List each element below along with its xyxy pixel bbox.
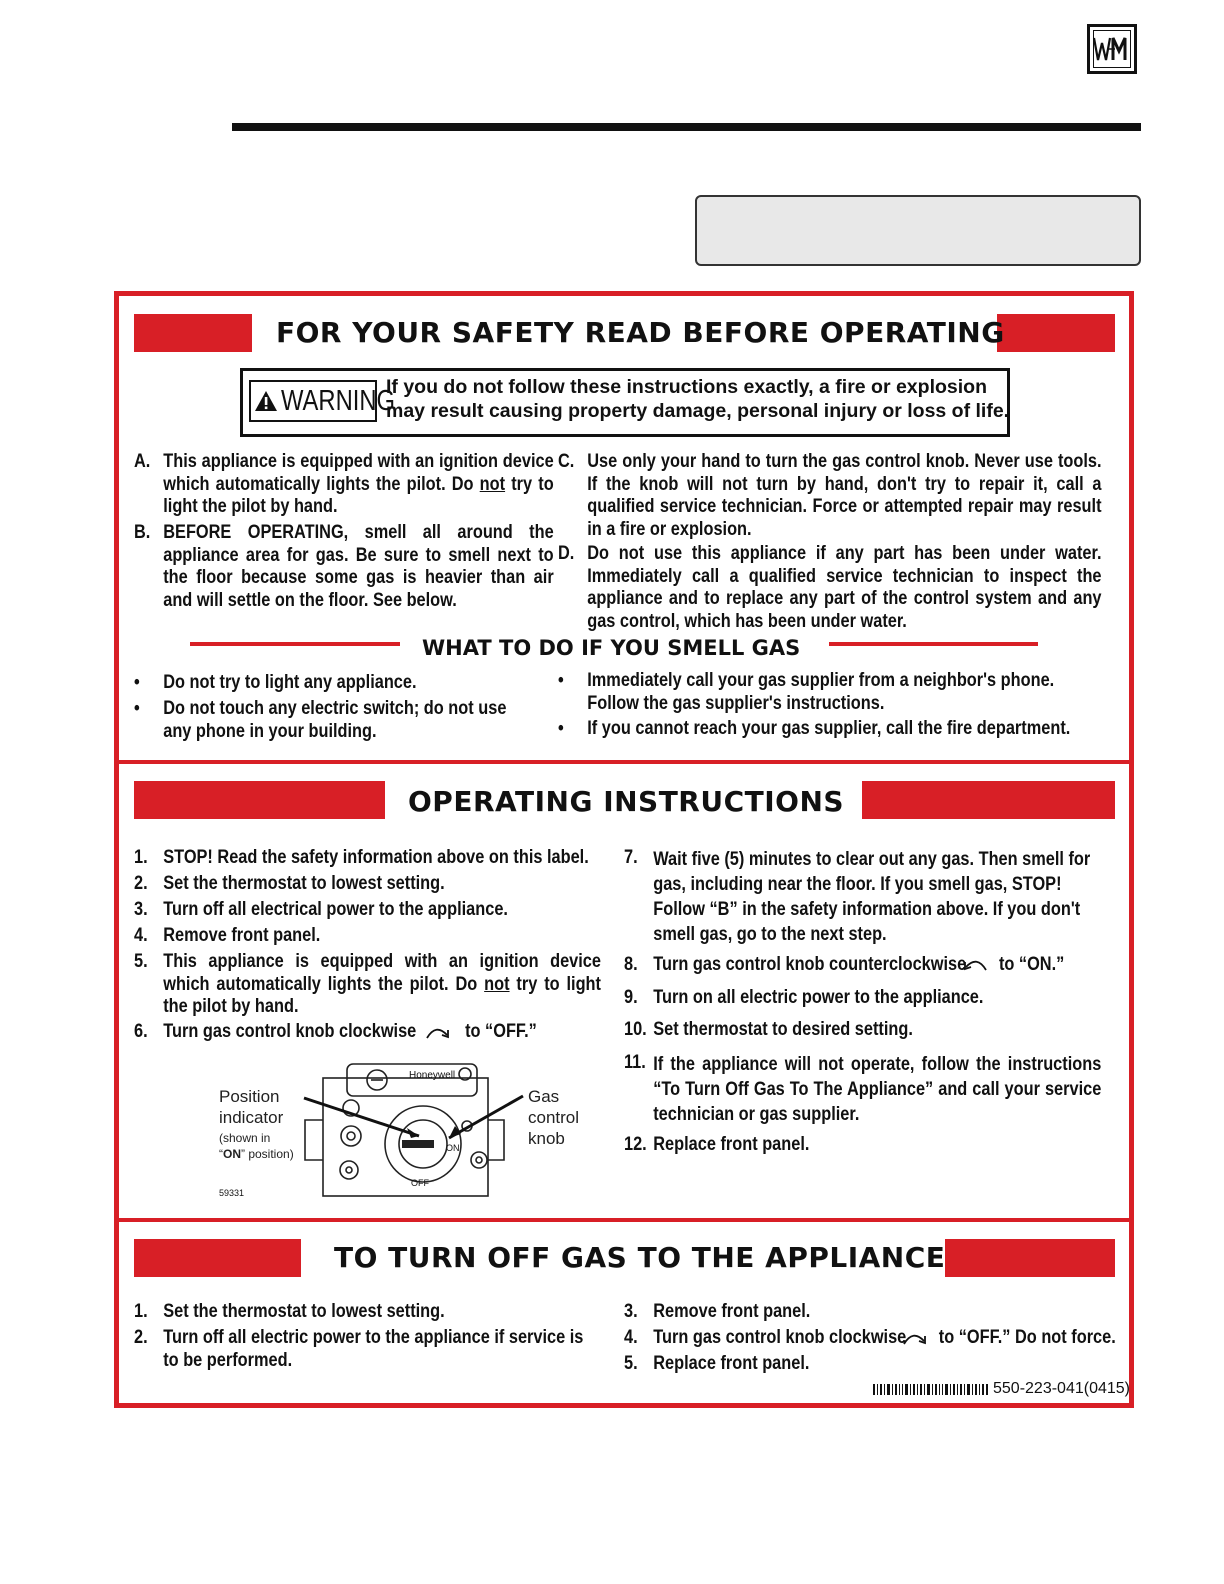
position-indicator-callout [219,1086,294,1162]
bullet: • [134,698,140,719]
callout-text: knob [528,1129,565,1148]
section-divider [119,760,1129,764]
title-bar-right [862,781,1115,819]
warning-word: WARNING [281,385,396,417]
step-text: Remove front panel. [653,1301,811,1322]
callout-note: (shown in “ON” position) [219,1131,294,1161]
figure-number: 59331 [219,1188,245,1198]
wm-logo [1087,24,1137,74]
step-text: Turn gas control knob clockwise [163,1021,417,1042]
callout-text: control [528,1108,580,1127]
step-text: Turn gas control knob counterclockwise [653,954,967,975]
bullet: • [134,672,140,693]
item-key: B. [134,522,151,543]
diagram-brand: Honeywell [409,1070,456,1081]
step-text-end: to “ON.” [998,954,1065,975]
wm-logo-mark-icon [1092,35,1132,63]
step-text: Remove front panel. [163,925,321,946]
title-bar-right [945,1239,1115,1277]
step-text: Turn off all electrical power to the appliance. [163,899,508,920]
turn-off-title: TO TURN OFF GAS TO THE APPLIANCE [334,1241,946,1274]
title-bar-left [134,781,385,819]
bullet-text: Immediately call your gas supplier from a neighbor's phone. Follow the gas supplier's instructions. [587,670,1055,714]
operating-title: OPERATING INSTRUCTIONS [408,785,845,818]
step-number: 4. [624,1327,638,1348]
counterclockwise-arrow-icon [961,957,989,973]
step-text: Set thermostat to desired setting. [653,1019,913,1040]
step-text: If the appliance will not operate, follow the instructions “To Turn Off Gas To The Appliance” and call your service technician or gas supplier. [653,1054,1102,1125]
title-bar-left [134,314,252,352]
warning-triangle-icon [254,390,278,412]
step-text: Turn off all electric power to the appliance if service is to be performed. [163,1327,584,1371]
clockwise-arrow-icon [424,1025,452,1041]
bullet-text: If you cannot reach your gas supplier, call the fire department. [587,718,1071,739]
step-text: Replace front panel. [653,1353,810,1374]
clockwise-arrow-icon [901,1331,929,1347]
item-text: Do not use this appliance if any part has been under water. Immediately call a qualified service technician to inspect the appliance and to replace any part of the control system and any gas control, which has been under water. [587,543,1102,632]
smell-rule-right [829,642,1038,646]
header-rule [232,123,1141,131]
diagram-off-label: OFF [411,1178,429,1188]
step-number: 1. [134,847,148,868]
blank-grey-panel [695,195,1141,266]
step-text: STOP! Read the safety information above on this label. [163,847,589,868]
item-key: A. [134,451,151,472]
step-text-end: to “OFF.” Do not force. [938,1327,1116,1348]
step-text-end: to “OFF.” [465,1021,537,1042]
warning-badge [249,380,396,422]
bullet: • [558,670,564,691]
step-text: Replace front panel. [653,1134,810,1155]
bullet-text: Do not try to light any appliance. [163,672,417,693]
part-number: 550-223-041(0415) [993,1380,1130,1397]
step-number: 3. [134,899,148,920]
step-number: 7. [624,847,638,868]
callout-text: Position [219,1087,280,1106]
title-bar-right [997,314,1115,352]
step-number: 2. [134,1327,148,1348]
safety-label [114,291,1134,1408]
item-key: C. [558,451,575,472]
callout-text: indicator [219,1108,284,1127]
item-text: BEFORE OPERATING, smell all around the appliance area for gas. Be sure to smell next to the floor because some gas is heavier than air and will settle on the floor. See below. [163,522,554,611]
step-number: 2. [134,873,148,894]
section-divider [119,1218,1129,1222]
step-number: 6. [134,1021,148,1042]
step-text: Wait five (5) minutes to clear out any gas. Then smell for gas, including near the floor. If you smell gas, STOP! Follow “B” in the safety information above. If you don't smell gas, go to the next step. [653,849,1091,945]
step-text: This appliance is equipped with an ignition device which automatically lights the pilot. Do not try to light the pilot by hand. [163,951,601,1017]
step-text: Turn on all electric power to the appliance. [653,987,984,1008]
step-text: Set the thermostat to lowest setting. [163,873,445,894]
step-number: 5. [134,951,148,972]
item-key: D. [558,543,575,564]
safety-title: FOR YOUR SAFETY READ BEFORE OPERATING [276,316,1005,349]
item-text: Use only your hand to turn the gas control knob. Never use tools. If the knob will not turn by hand, don't try to repair it, call a qualified service technician. Force or attempted repair may result in a fire or explosion. [587,451,1102,540]
step-number: 9. [624,987,638,1008]
bullet: • [558,718,564,739]
smell-rule-left [190,642,400,646]
diagram-on-label: ON [446,1143,460,1153]
step-number: 4. [134,925,148,946]
smell-gas-title: WHAT TO DO IF YOU SMELL GAS [422,636,801,660]
step-text: Turn gas control knob clockwise [653,1327,907,1348]
warning-line-2: may result causing property damage, personal injury or loss of life. [386,400,1010,422]
warning-line-1: If you do not follow these instructions exactly, a fire or explosion [386,376,987,398]
step-number: 12. [624,1134,647,1155]
callout-text: Gas [528,1087,560,1106]
bullet-text: Do not touch any electric switch; do not use any phone in your building. [163,698,507,742]
item-text: This appliance is equipped with an ignition device which automatically lights the pilot. Do not try to light the pilot by hand. [163,451,554,517]
step-number: 8. [624,954,638,975]
title-bar-left [134,1239,301,1277]
step-number: 10. [624,1019,647,1040]
step-text: Set the thermostat to lowest setting. [163,1301,445,1322]
diagram-pointer-lines [299,1086,539,1156]
barcode [873,1384,989,1395]
warning-text [386,375,1009,423]
step-number: 3. [624,1301,638,1322]
step-number: 1. [134,1301,148,1322]
warning-box [240,368,1010,437]
step-number: 11. [624,1052,646,1073]
step-number: 5. [624,1353,638,1374]
